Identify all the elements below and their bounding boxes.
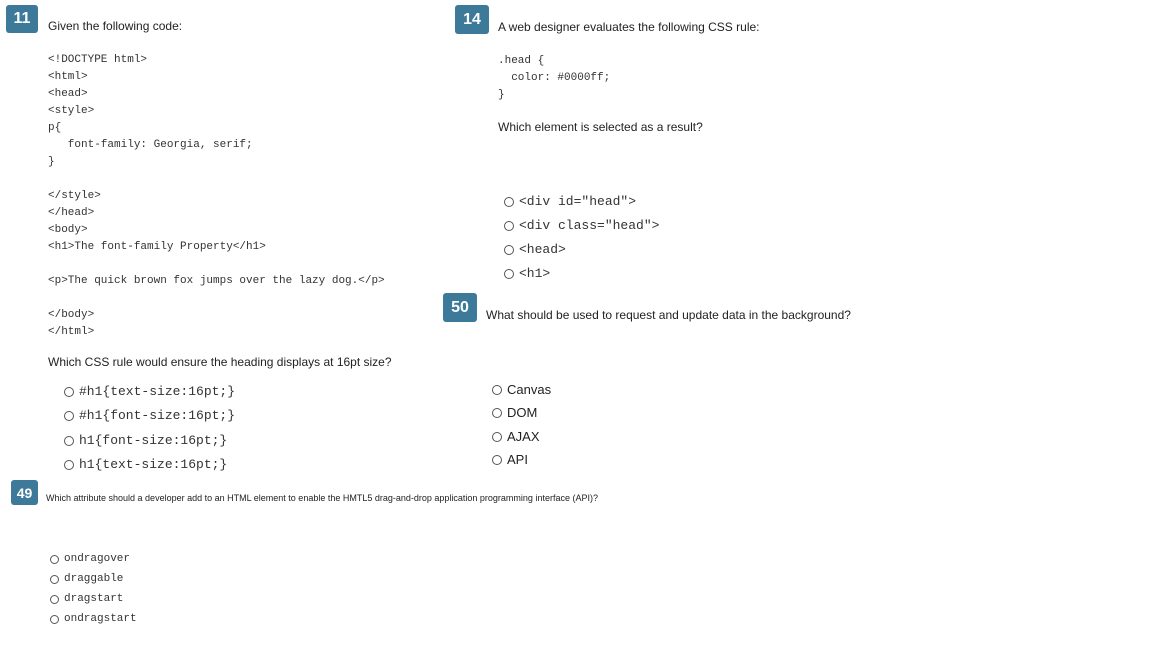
option-label: DOM bbox=[507, 405, 538, 420]
option-label: h1{font-size:16pt;} bbox=[79, 433, 228, 448]
answer-option-c[interactable] bbox=[50, 593, 123, 605]
option-label: #h1{font-size:16pt;} bbox=[79, 408, 236, 423]
radio-button[interactable] bbox=[50, 555, 59, 564]
question-text: Which element is selected as a result? bbox=[498, 120, 703, 134]
answer-option-d[interactable] bbox=[64, 457, 227, 472]
radio-button[interactable] bbox=[492, 432, 502, 442]
answer-option-a[interactable] bbox=[504, 194, 636, 209]
question-number-badge: 14 bbox=[455, 5, 489, 34]
radio-button[interactable] bbox=[50, 615, 59, 624]
answer-option-d[interactable] bbox=[50, 613, 137, 625]
answer-option-d[interactable] bbox=[492, 452, 528, 467]
radio-button[interactable] bbox=[64, 411, 74, 421]
radio-button[interactable] bbox=[492, 408, 502, 418]
answer-option-c[interactable] bbox=[64, 433, 227, 448]
radio-button[interactable] bbox=[504, 197, 514, 207]
option-label: <h1> bbox=[519, 266, 551, 281]
question-prompt: What should be used to request and update data in the background? bbox=[486, 308, 851, 322]
answer-option-a[interactable] bbox=[492, 382, 551, 397]
option-label: dragstart bbox=[64, 593, 124, 605]
answer-option-c[interactable] bbox=[504, 242, 566, 257]
radio-button[interactable] bbox=[492, 455, 502, 465]
option-label: ondragover bbox=[64, 553, 131, 565]
option-label: #h1{text-size:16pt;} bbox=[79, 384, 236, 399]
radio-button[interactable] bbox=[504, 221, 514, 231]
answer-option-c[interactable] bbox=[492, 429, 540, 444]
question-number-badge: 49 bbox=[11, 480, 38, 505]
question-text: Which CSS rule would ensure the heading displays at 16pt size? bbox=[48, 355, 392, 369]
question-number-badge: 11 bbox=[6, 5, 38, 33]
radio-button[interactable] bbox=[504, 245, 514, 255]
answer-option-a[interactable] bbox=[64, 384, 235, 399]
option-label: ondragstart bbox=[64, 613, 137, 625]
option-label: AJAX bbox=[507, 429, 540, 444]
radio-button[interactable] bbox=[64, 460, 74, 470]
radio-button[interactable] bbox=[504, 269, 514, 279]
radio-button[interactable] bbox=[64, 387, 74, 397]
answer-option-d[interactable] bbox=[504, 266, 550, 281]
answer-option-b[interactable] bbox=[504, 218, 659, 233]
code-block: .head { color: #0000ff; } bbox=[498, 55, 611, 101]
radio-button[interactable] bbox=[64, 436, 74, 446]
option-label: <head> bbox=[519, 242, 566, 257]
answer-option-b[interactable] bbox=[50, 573, 123, 585]
radio-button[interactable] bbox=[50, 575, 59, 584]
question-number-badge: 50 bbox=[443, 293, 477, 322]
option-label: h1{text-size:16pt;} bbox=[79, 457, 228, 472]
option-label: <div class="head"> bbox=[519, 218, 660, 233]
question-prompt: A web designer evaluates the following CSS rule: bbox=[498, 20, 760, 34]
question-prompt: Which attribute should a developer add to an HTML element to enable the HMTL5 drag-and-drop application programming interface (API)? bbox=[46, 493, 598, 503]
radio-button[interactable] bbox=[50, 595, 59, 604]
option-label: Canvas bbox=[507, 382, 552, 397]
option-label: <div id="head"> bbox=[519, 194, 637, 209]
answer-option-b[interactable] bbox=[492, 405, 537, 420]
answer-option-b[interactable] bbox=[64, 408, 235, 423]
answer-option-a[interactable] bbox=[50, 553, 130, 565]
option-label: API bbox=[507, 452, 528, 467]
radio-button[interactable] bbox=[492, 385, 502, 395]
code-block: <!DOCTYPE html> <html> <head> <style> p{ font-family: Georgia, serif; } </style> </head> <body> <h1>The font-family Property</h1> <p>The quick brown fox jumps over the lazy dog.</p> </body> </html> bbox=[48, 54, 385, 338]
question-prompt: Given the following code: bbox=[48, 19, 183, 33]
option-label: draggable bbox=[64, 573, 124, 585]
